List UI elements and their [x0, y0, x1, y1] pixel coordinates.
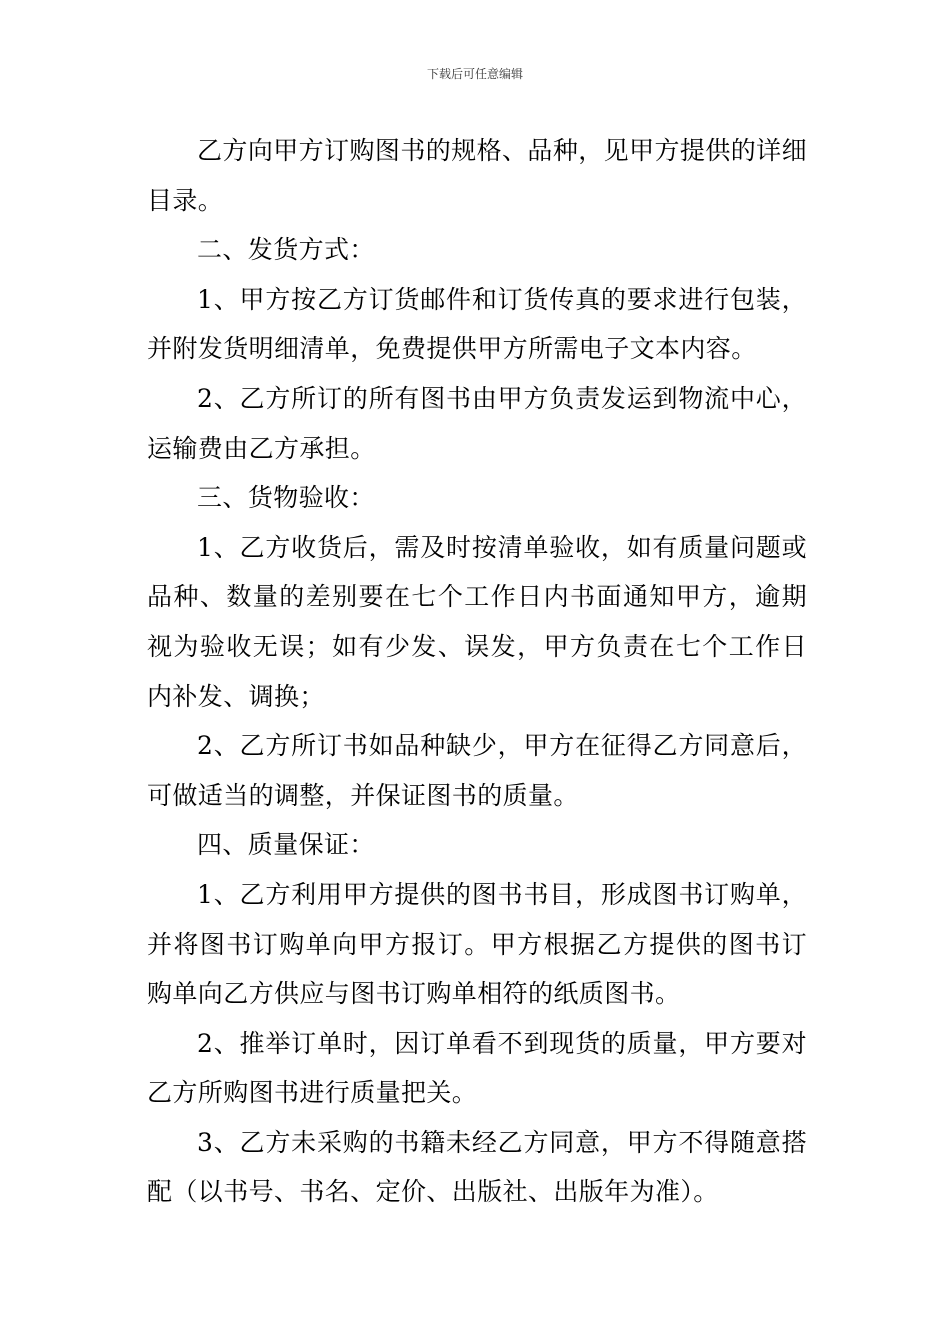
paragraph-shipping-packaging: 1、甲方按乙方订货邮件和订货传真的要求进行包装，并附发货明细清单，免费提供甲方所需电子文本内容。: [147, 284, 807, 364]
heading-goods-acceptance: 三、货物验收：: [197, 483, 375, 513]
document-body: [147, 126, 807, 1217]
paragraph-ordering-specs: 乙方向甲方订购图书的规格、品种，见甲方提供的详细目录。: [147, 136, 807, 215]
heading-quality-assurance: 四、质量保证：: [197, 830, 375, 860]
paragraph-quality-order-form: 1、乙方利用甲方提供的图书书目，形成图书订购单，并将图书订购单向甲方报订。甲方根据乙方提供的图书订购单向乙方供应与图书订购单相符的纸质图书。: [147, 879, 807, 1009]
heading-shipping-method: 二、发货方式：: [197, 235, 375, 265]
page-header-note: 下载后可任意编辑: [426, 67, 523, 81]
paragraph-acceptance-inspection: 1、乙方收货后，需及时按清单验收，如有质量问题或品种、数量的差别要在七个工作日内书面通知甲方，逾期视为验收无误；如有少发、误发，甲方负责在七个工作日内补发、调换；: [147, 532, 807, 711]
paragraph-quality-control: 2、推举订单时，因订单看不到现货的质量，甲方要对乙方所购图书进行质量把关。: [147, 1028, 807, 1108]
paragraph-acceptance-adjustment: 2、乙方所订书如品种缺少，甲方在征得乙方同意后，可做适当的调整，并保证图书的质量。: [147, 731, 807, 810]
paragraph-quality-no-bundling: 3、乙方未采购的书籍未经乙方同意，甲方不得随意搭配（以书号、书名、定价、出版社、出版年为准）。: [147, 1127, 807, 1207]
paragraph-shipping-transport: 2、乙方所订的所有图书由甲方负责发运到物流中心，运输费由乙方承担。: [147, 383, 807, 463]
